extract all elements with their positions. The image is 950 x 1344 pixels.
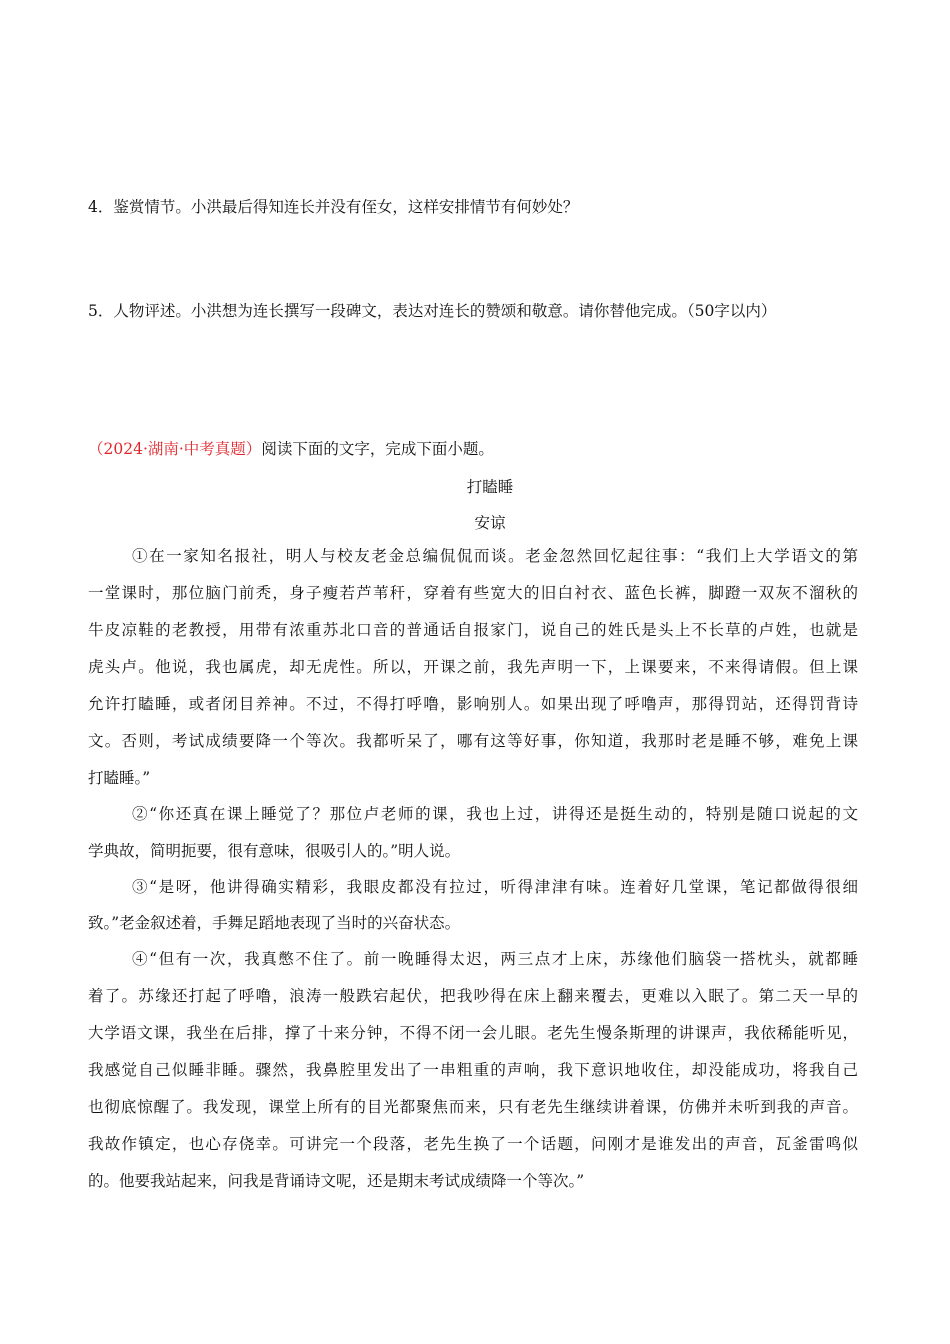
article-line: 学典故，简明扼要，很有意味，很吸引人的。”明人说。 — [88, 842, 461, 860]
article-line: 着了。苏缘还打起了呼噜，浪涛一般跌宕起伏，把我吵得在床上翻来覆去，更难以入眠了。第二天一早的 — [88, 987, 858, 1005]
article-line: ③“是呀，他讲得确实精彩，我眼皮都没有拉过，听得津津有味。连着好几堂课，笔记都做得很细 — [132, 878, 858, 896]
article-line: 虎头卢。他说，我也属虎，却无虎性。所以，开课之前，我先声明一下，上课要来，不来得请假。但上课 — [88, 658, 858, 676]
source-tag: （2024·湖南·中考真题） — [88, 440, 262, 458]
article-line: ②“你还真在课上睡觉了？那位卢老师的课，我也上过，讲得还是挺生动的，特别是随口说起的文 — [132, 805, 858, 823]
article-line: 我故作镇定，也心存侥幸。可讲完一个段落，老先生换了一个话题，问刚才是谁发出的声音，瓦釜雷鸣似 — [88, 1135, 858, 1153]
article-line: 大学语文课，我坐在后排，撑了十来分钟，不得不闭一会儿眼。老先生慢条斯理的讲课声，我依稀能听见， — [88, 1024, 858, 1042]
article-line: 文。否则，考试成绩要降一个等次。我都听呆了，哪有这等好事，你知道，我那时老是睡不够，难免上课 — [88, 732, 858, 750]
article-line: ④“但有一次，我真憋不住了。前一晚睡得太迟，两三点才上床，苏缘他们脑袋一搭枕头，就都睡 — [132, 950, 858, 968]
reading-source-line — [88, 438, 494, 460]
article-line: 的。他要我站起来，问我是背诵诗文呢，还是期末考试成绩降一个等次。” — [88, 1172, 585, 1190]
article-line: 一堂课时，那位脑门前秃，身子瘦若芦苇秆，穿着有些宽大的旧白衬衣、蓝色长裤，脚蹬一双灰不溜秋的 — [88, 584, 858, 602]
article-line: 允许打瞌睡，或者闭目养神。不过，不得打呼噜，影响别人。如果出现了呼噜声，那得罚站，还得罚背诗 — [88, 695, 858, 713]
question-4: 4．鉴赏情节。小洪最后得知连长并没有侄女，这样安排情节有何妙处？ — [88, 198, 579, 216]
question-5: 5．人物评述。小洪想为连长撰写一段碑文，表达对连长的赞颂和敬意。请你替他完成。（50字以内） — [88, 302, 777, 320]
article-line: 牛皮凉鞋的老教授，用带有浓重苏北口音的普通话自报家门，说自己的姓氏是头上不长草的卢姓，也就是 — [88, 621, 858, 639]
article-title: 打瞌睡 — [466, 478, 514, 496]
article-author: 安谅 — [474, 514, 506, 532]
article-line: 也彻底惊醒了。我发现，课堂上所有的目光都聚焦而来，只有老先生继续讲着课，仿佛并未听到我的声音。 — [88, 1098, 858, 1116]
reading-instruction: 阅读下面的文字，完成下面小题。 — [261, 440, 494, 458]
article-line: ①在一家知名报社，明人与校友老金总编侃侃而谈。老金忽然回忆起往事：“我们上大学语文的第 — [132, 547, 858, 565]
article-line: 致。”老金叙述着，手舞足蹈地表现了当时的兴奋状态。 — [88, 914, 461, 932]
article-line: 我感觉自己似睡非睡。骤然，我鼻腔里发出了一串粗重的声响，我下意识地收住，却没能成功，将我自己 — [88, 1061, 858, 1079]
article-line: 打瞌睡。” — [88, 769, 151, 787]
